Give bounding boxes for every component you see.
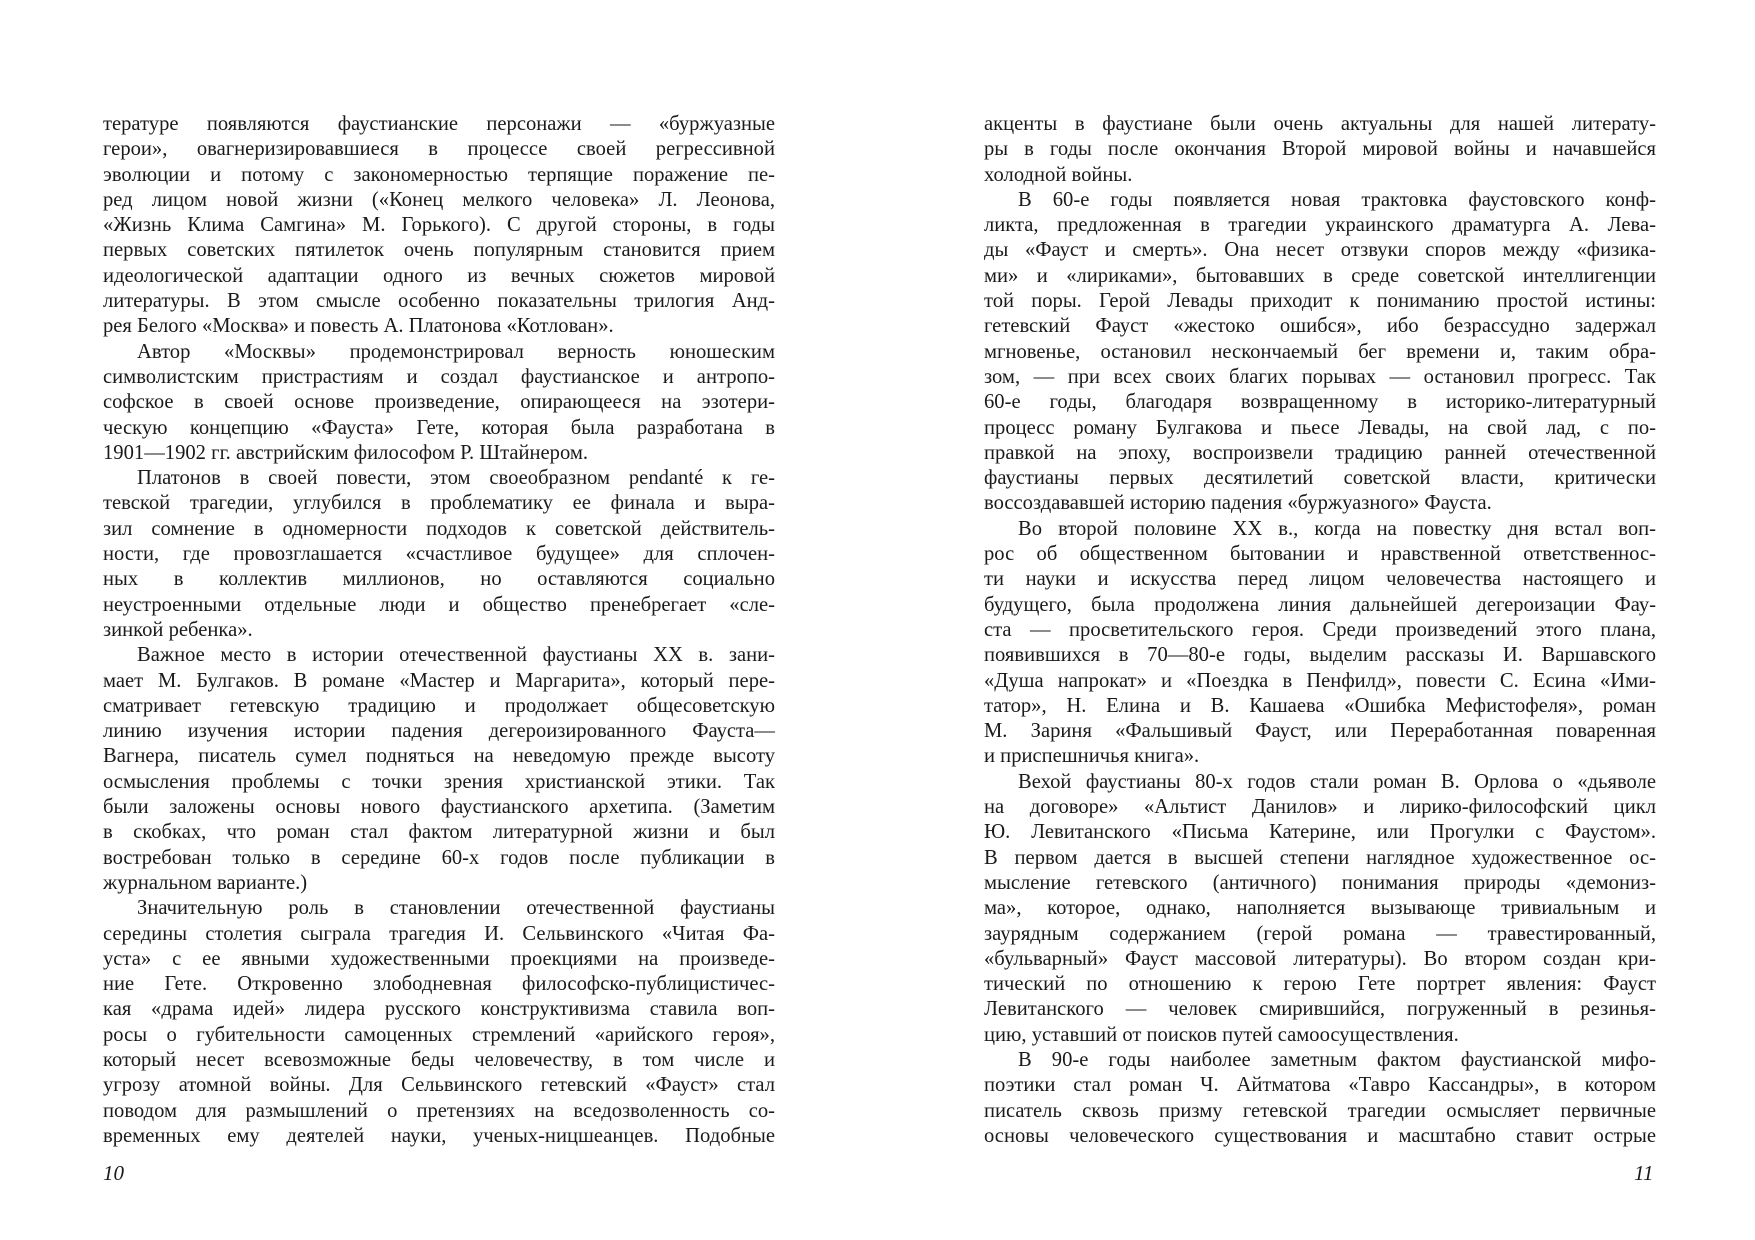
left-page (103, 112, 775, 1149)
text-line: герои», овагнеризировавшиеся в процессе своей регрессивной (103, 138, 775, 161)
text-line: в скобках, что роман стал фактом литературной жизни и был (103, 821, 775, 844)
text-line: холодной войны. (984, 163, 1133, 186)
text-line: заурядным содержанием (герой романа — травестированный, (984, 922, 1656, 945)
page-number-left: 10 (103, 1161, 124, 1185)
left-page-text (103, 112, 775, 1149)
text-line: сматривает гетевскую традицию и продолжает общесоветскую (103, 694, 775, 717)
text-line: мысление гетевского (античного) понимания природы «демониз- (984, 871, 1656, 894)
text-line: были заложены основы нового фаустианского архетипа. (Заметим (103, 796, 775, 819)
text-line: росы о губительности самоценных стремлений «арийского героя», (103, 1023, 775, 1046)
text-line: и приспешничья книга». (984, 745, 1200, 768)
text-line: ных в коллектив миллионов, но оставляются социально (103, 568, 775, 591)
text-line: ти науки и искусства перед лицом человечества настоящего и (984, 568, 1656, 591)
text-line: зом, — при всех своих благих порывах — остановил прогресс. Так (984, 365, 1656, 388)
text-line: мгновенье, остановил нескончаемый бег времени и, таким обра- (984, 340, 1656, 363)
text-line: 1901—1902 гг. австрийским философом Р. Штайнером. (103, 441, 589, 464)
page-number-right: 11 (1634, 1161, 1654, 1185)
text-line: В первом дается в высшей степени наглядное художественное ос- (984, 846, 1656, 869)
text-line: появившихся в 70—80-е годы, выделим рассказы И. Варшавского (984, 644, 1656, 667)
text-line: В 90-е годы наиболее заметным фактом фаустианской мифо- (1018, 1048, 1656, 1071)
text-line: ности, где провозглашается «счастливое будущее» для сплочен- (103, 543, 775, 566)
text-line: ред лицом новой жизни («Конец мелкого человека» Л. Леонова, (103, 188, 775, 211)
text-line: 60-е годы, благодаря возвращенному в историко-литературный (984, 391, 1656, 414)
text-line: Ю. Левитанского «Письма Катерине, или Прогулки с Фаустом». (984, 821, 1656, 844)
text-line: кая «драма идей» лидера русского конструктивизма ставила воп- (103, 998, 775, 1021)
text-line: писатель сквозь призму гетевской трагедии осмысляет первичные (984, 1099, 1656, 1122)
text-line: зинкой ребенка». (103, 618, 253, 641)
text-line: Вехой фаустианы 80-х годов стали роман В. Орлова о «дьяволе (1018, 770, 1656, 793)
text-line: осмысления проблемы с точки зрения христианской этики. Так (103, 770, 775, 793)
text-line: софское в своей основе произведение, опирающееся на эзотери- (103, 391, 775, 414)
text-line: символистским пристрастиям и создал фаустианское и антропо- (103, 365, 775, 388)
text-line: акценты в фаустиане были очень актуальны для нашей литерату- (984, 113, 1656, 135)
text-line: ческую концепцию «Фауста» Гете, которая была разработана в (103, 416, 775, 439)
text-line: литературы. В этом смысле особенно показательны трилогия Анд- (103, 290, 775, 313)
text-line: ликта, предложенная в трагедии украинского драматурга А. Лева- (984, 214, 1656, 237)
text-line: «Душа напрокат» и «Поездка в Пенфилд», повести С. Есина «Ими- (984, 669, 1656, 692)
text-line: тический по отношению к герою Гете портрет явления: Фауст (984, 973, 1656, 996)
text-line: ста — просветительского героя. Среди произведений этого плана, (984, 618, 1656, 641)
text-line: рос об общественном бытовании и нравственной ответственнос- (984, 543, 1656, 566)
text-line: М. Зариня «Фальшивый Фауст, или Переработанная поваренная (984, 720, 1656, 743)
text-line: той поры. Герой Левады приходит к пониманию простой истины: (984, 290, 1656, 313)
text-line: середины столетия сыграла трагедия И. Сельвинского «Читая Фа- (103, 922, 775, 945)
text-line: ние Гете. Откровенно злободневная философско-публицистичес- (103, 973, 775, 996)
text-line: ды «Фауст и смерть». Она несет отзвуки споров между «физика- (984, 239, 1656, 262)
text-line: Вагнера, писатель сумел подняться на неведомую прежде высоту (103, 745, 775, 768)
text-line: фаустианы первых десятилетий советской власти, критически (984, 467, 1656, 490)
text-line: В 60-е годы появляется новая трактовка фаустовского конф- (1018, 188, 1656, 211)
text-line: ма», которое, однако, наполняется вызывающе тривиальным и (984, 897, 1656, 920)
text-line: который несет всевозможные беды человечеству, в том числе и (103, 1048, 775, 1071)
text-line: эволюции и потому с закономерностью терпящие поражение пе- (103, 163, 775, 186)
text-line: линию изучения истории падения дегероизированного Фауста— (103, 720, 775, 743)
text-line: процесс роману Булгакова и пьесе Левады, на свой лад, с по- (984, 416, 1656, 439)
text-line: поводом для размышлений о претензиях на вседозволенность со- (103, 1099, 775, 1122)
text-line: Во второй половине XX в., когда на повестку дня встал воп- (1018, 517, 1656, 540)
text-line: гетевский Фауст «жестоко ошибся», ибо безрассудно задержал (984, 315, 1656, 338)
text-line: тературе появляются фаустианские персонажи — «буржуазные (103, 113, 775, 135)
text-line: журнальном варианте.) (103, 871, 308, 894)
text-line: правкой на эпоху, воспроизвели традицию ранней отечественной (984, 441, 1656, 464)
text-line: Платонов в своей повести, этом своеобразном pendanté к ге- (137, 467, 775, 490)
text-line: востребован только в середине 60-х годов после публикации в (103, 846, 775, 869)
text-line: цию, уставший от поисков путей самоосуществления. (984, 1023, 1459, 1046)
text-line: мает М. Булгаков. В романе «Мастер и Маргарита», который пере- (103, 669, 775, 692)
text-line: Автор «Москвы» продемонстрировал верность юношеским (137, 340, 775, 363)
text-line: «Жизнь Клима Самгина» М. Горького). С другой стороны, в годы (103, 214, 775, 237)
text-line: «бульварный» Фауст массовой литературы). Во втором создан кри- (984, 947, 1656, 970)
text-line: ры в годы после окончания Второй мировой войны и начавшейся (984, 138, 1656, 161)
text-line: Значительную роль в становлении отечественной фаустианы (137, 897, 775, 920)
text-line: идеологической адаптации одного из вечных сюжетов мировой (103, 264, 775, 287)
text-line: первых советских пятилеток очень популярным становится прием (103, 239, 775, 262)
text-line: будущего, была продолжена линия дальнейшей дегероизации Фау- (984, 593, 1656, 616)
text-line: поэтики стал роман Ч. Айтматова «Тавро Кассандры», в котором (984, 1074, 1656, 1097)
text-line: зил сомнение в одномерности подходов к советской действитель- (103, 517, 775, 540)
right-page (984, 112, 1656, 1149)
text-line: на договоре» «Альтист Данилов» и лирико-философский цикл (984, 796, 1656, 819)
text-line: татор», Н. Елина и В. Кашаева «Ошибка Мефистофеля», роман (984, 694, 1656, 717)
text-line: Левитанского — человек смирившийся, погруженный в резинья- (984, 998, 1656, 1021)
text-line: тевской трагедии, углубился в проблематику ее финала и выра- (103, 492, 775, 515)
text-line: уста» с ее явными художественными проекциями на произведе- (103, 947, 775, 970)
text-line: рея Белого «Москва» и повесть А. Платонова «Котлован». (103, 315, 614, 338)
right-page-text (984, 112, 1656, 1149)
text-line: угрозу атомной войны. Для Сельвинского гетевский «Фауст» стал (103, 1074, 775, 1097)
text-line: воссоздававшей историю падения «буржуазного» Фауста. (984, 492, 1492, 515)
text-line: Важное место в истории отечественной фаустианы XX в. зани- (137, 644, 775, 667)
text-line: основы человеческого существования и масштабно ставит острые (984, 1124, 1656, 1147)
text-line: временных ему деятелей науки, ученых-ницшеанцев. Подобные (103, 1124, 775, 1147)
text-line: неустроенными отдельные люди и общество пренебрегает «сле- (103, 593, 775, 616)
text-line: ми» и «лириками», бытовавших в среде советской интеллигенции (984, 264, 1656, 287)
